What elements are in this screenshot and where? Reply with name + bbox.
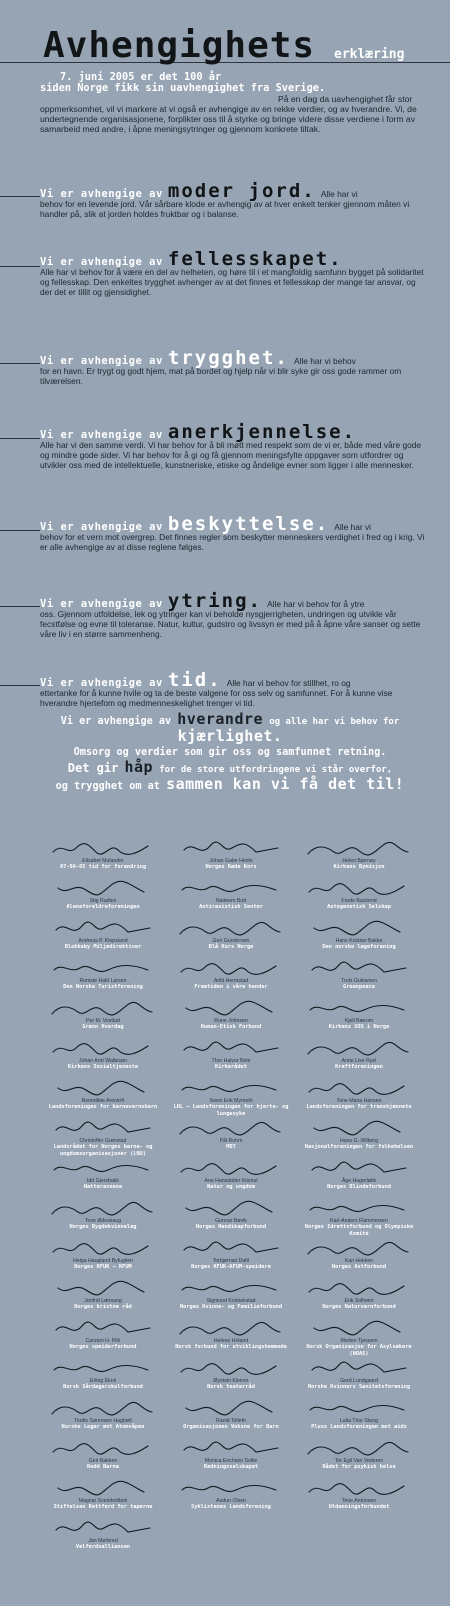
handwritten-signature-icon: [176, 960, 286, 978]
closing-keyword: hverandre: [177, 710, 264, 728]
handwritten-signature-icon: [48, 1280, 158, 1298]
signature-block: [40, 880, 166, 920]
handwritten-signature-icon: [48, 1200, 158, 1218]
signatory-organization: Aleneforeldreforeningen: [66, 904, 140, 910]
signatory-name: Idd Gjersbakk: [86, 1178, 119, 1184]
closing-text: og trygghet om at: [55, 781, 160, 792]
section-inline-text: Alle har vi: [334, 522, 372, 532]
signatory-name: Monica Erichsen Sollie: [204, 1458, 258, 1464]
signature-block: [40, 1040, 166, 1080]
signature-block: [296, 1440, 422, 1480]
signature-block: [296, 1240, 422, 1280]
signatory-organization: Norges KFUK-KFUM-speidere: [191, 1264, 271, 1270]
signatory-name: Truls Gulowsen: [341, 978, 377, 984]
signatory-organization: Norges Idrettsforbund og Olympiske Komité: [304, 1224, 414, 1237]
signature-block: [40, 1000, 166, 1040]
signatory-organization: Redningsselskapet: [203, 1464, 259, 1470]
signature-block: [296, 1320, 422, 1360]
signatory-organization: Blokkeby Miljødirektiver: [64, 944, 142, 950]
signatory-organization: Rådet for psykisk helse: [322, 1464, 396, 1470]
signature-block: [168, 1280, 294, 1320]
handwritten-signature-icon: [48, 1240, 158, 1258]
handwritten-signature-icon: [304, 920, 414, 938]
intro-heading-line-2: siden Norge fikk sin uavhengighet fra Sverige.: [40, 82, 326, 94]
section-prefix: Vi er avhengige av: [40, 598, 163, 610]
signatory-name: Randi Tolleth: [216, 1418, 246, 1424]
section-fellesskapet: [40, 248, 425, 298]
signature-block: [168, 1040, 294, 1080]
signatory-organization: Autogenetisk Selskap: [327, 904, 391, 910]
handwritten-signature-icon: [304, 1200, 414, 1218]
signatory-organization: Landsforeningen for barnevernsbarn: [48, 1104, 158, 1110]
closing-line-2: Omsorg og verdier som gir oss og samfunnet retning.: [73, 747, 387, 758]
signature-block: [168, 1440, 294, 1480]
signatory-organization: Organisasjonen Voksne for Barn: [183, 1424, 279, 1430]
signatory-organization: Velferdsalliansen: [75, 1544, 131, 1550]
section-moder-jord: [40, 180, 425, 219]
signatory-organization: Kirkerådet: [215, 1064, 247, 1070]
section-text: Alle har vi behov for å være en del av helheten, og høre til i et mangfoldig samfunn bygget på solidaritet og fellesskap. Den enkeltes trygghet avhenger av at det finnes et fellesskap der mange tar ansvar, og der det er tillit og gjensidighet.: [40, 267, 424, 298]
signatory-organization: Blå Kors Norge: [208, 944, 254, 950]
handwritten-signature-icon: [48, 840, 158, 858]
signature-block: [168, 1480, 294, 1520]
signatory-organization: Norges Bygdekvinnelag: [69, 1224, 137, 1230]
section-prefix: Vi er avhengige av: [40, 256, 163, 268]
handwritten-signature-icon: [176, 1000, 286, 1018]
handwritten-signature-icon: [304, 1400, 414, 1418]
signature-block: [296, 1200, 422, 1240]
handwritten-signature-icon: [304, 1080, 414, 1098]
signature-block: [40, 840, 166, 880]
signature-block: [168, 880, 294, 920]
signatory-name: Kari Hekken: [344, 1258, 374, 1264]
signatory-organization: 07-06-05 tid for forandring: [59, 864, 147, 870]
handwritten-signature-icon: [304, 1320, 414, 1338]
section-text: oss. Gjennom utfoldelse, lek og ytringer kan vi beholde nysgjerrigheten, undringen og utvikle vår fecstfølse og evne til toleranse. Natur, kultur, gudstro og livssyn er med på å åpne våre sanser og sette våre liv i en større sammenheng.: [40, 609, 421, 640]
signatory-name: Helga Haugland Byfuglien: [73, 1258, 133, 1264]
signatory-organization: Norske Leger mot Atomvåpen: [61, 1424, 145, 1430]
signature-block: [168, 1320, 294, 1360]
signatory-organization: Norsk Organisasjon for Asylsøkere (NOAS): [306, 1344, 412, 1357]
signatory-organization: Greenpeace: [343, 984, 375, 990]
signature-block: [40, 920, 166, 960]
signature-block: [168, 840, 294, 880]
signature-block: [296, 920, 422, 960]
signatory-name: Torbjørnas Dahl: [212, 1258, 250, 1264]
signatory-name: Helen Bjørnøy: [342, 858, 376, 864]
handwritten-signature-icon: [48, 960, 158, 978]
handwritten-signature-icon: [176, 1480, 286, 1498]
signature-block: [40, 1480, 166, 1520]
section-prefix: Vi er avhengige av: [40, 521, 163, 533]
signatory-organization: Redd Barna: [87, 1464, 119, 1470]
handwritten-signature-icon: [176, 1040, 286, 1058]
signatory-organization: Norges kristne råd: [74, 1304, 132, 1310]
section-prefix: Vi er avhengige av: [40, 677, 163, 689]
signatory-organization: Natteravnene: [83, 1184, 123, 1190]
signatory-name: Erling Eknli: [90, 1378, 116, 1384]
handwritten-signature-icon: [304, 840, 414, 858]
closing-text: for de store utfordringene vi står overfor,: [159, 765, 393, 775]
handwritten-signature-icon: [48, 1520, 158, 1538]
signatory-organization: Norges KFUK – KFUM: [74, 1264, 132, 1270]
section-rule: [0, 685, 40, 686]
section-inline-text: Alle har vi behov: [293, 356, 356, 366]
signatory-name: Geir Bakken: [88, 1458, 118, 1464]
signature-block: [296, 1120, 422, 1160]
signatory-organization: Norske Kvinners Sanitetsforening: [307, 1384, 411, 1390]
signatory-organization: Kirkens SOS i Norge: [328, 1024, 390, 1030]
handwritten-signature-icon: [48, 920, 158, 938]
handwritten-signature-icon: [304, 960, 414, 978]
section-text: Alle har vi den samme verdi. Vi har behov for å bli møtt med respekt som de vi er, både med våre gode og mindre gode sider. Vi har behov for å gi og få gjennom meningsfylte oppgaver som utfordrer og utvikler oss med de intellektuelle, kunstneriske, etiske og åndelige evner som ligger i alle mennesker.: [40, 440, 422, 471]
signature-block: [168, 1200, 294, 1240]
signature-block: [40, 1280, 166, 1320]
handwritten-signature-icon: [48, 1080, 158, 1098]
handwritten-signature-icon: [48, 1000, 158, 1018]
signatory-name: Jonfrid Lærsang: [84, 1298, 122, 1304]
handwritten-signature-icon: [48, 1320, 158, 1338]
section-keyword: moder jord.: [167, 180, 316, 202]
section-keyword: trygghet.: [167, 347, 289, 369]
section-text: ettertanke for å kunne hvile og ta de beste valgene for oss selv og samfunnet. For å kunne vise hverandre hjertefom og medmenneskelighet trenger vi tid.: [40, 688, 393, 709]
section-rule: [0, 266, 40, 267]
signatory-name: Johan Gabe Hedin: [209, 858, 253, 864]
signatory-name: Anne Lise Ryel: [341, 1058, 377, 1064]
signatory-organization: Human-Etisk Forbund: [200, 1024, 262, 1030]
signatory-organization: Framtiden i våre hender: [194, 984, 268, 990]
section-keyword: tid.: [167, 669, 222, 691]
section-inline-text: Alle har vi behov for å ytre: [267, 599, 365, 609]
signature-block: [168, 1000, 294, 1040]
signatory-organization: Den Norske Turistforening: [63, 984, 143, 990]
signature-block: [40, 1360, 166, 1400]
signatory-organization: Den norske lægeforening: [322, 944, 396, 950]
signature-block: [296, 1280, 422, 1320]
signatory-organization: Norges Røde Kors: [205, 864, 257, 870]
handwritten-signature-icon: [304, 1240, 414, 1258]
signatory-name: Hans G. Wilberg: [339, 1138, 379, 1144]
signature-block: [168, 1400, 294, 1440]
handwritten-signature-icon: [48, 1440, 158, 1458]
signatory-name: Frode Backend: [341, 898, 377, 904]
handwritten-signature-icon: [176, 1080, 286, 1098]
signatory-name: Thor Halvor Bele: [211, 1058, 251, 1064]
signature-block: [40, 1200, 166, 1240]
section-rule: [0, 438, 40, 439]
signatory-organization: Norges Kvinne- og Familieforbund: [179, 1304, 283, 1310]
signature-block: [296, 1080, 422, 1120]
signature-block: [168, 1360, 294, 1400]
handwritten-signature-icon: [304, 880, 414, 898]
closing-keyword: kjærlighet.: [177, 727, 283, 745]
signatory-organization: Nasjonalforeningen for folkehelsen: [304, 1144, 414, 1150]
signatory-organization: Antirasistisk Senter: [199, 904, 263, 910]
handwritten-signature-icon: [176, 1360, 286, 1378]
signatory-organization: Kirkens Bymisjon: [333, 864, 385, 870]
handwritten-signature-icon: [304, 1000, 414, 1018]
signatory-name: Tove Ødeskaug: [84, 1218, 122, 1224]
signatory-name: Svein Erik Myrseth: [209, 1098, 253, 1104]
signature-block: [296, 880, 422, 920]
signatory-name: Arild Hermstad: [213, 978, 249, 984]
signature-block: [40, 1320, 166, 1360]
handwritten-signature-icon: [304, 1360, 414, 1378]
signature-block: [40, 1400, 166, 1440]
signatory-name: Tor Egil Van Vederen: [334, 1458, 384, 1464]
handwritten-signature-icon: [304, 1440, 414, 1458]
signature-block: [40, 1440, 166, 1480]
handwritten-signature-icon: [176, 1400, 286, 1418]
section-keyword: anerkjennelse.: [167, 421, 357, 443]
signature-block: [296, 840, 422, 880]
signature-block: [40, 1120, 166, 1160]
signatory-name: Karl-Anders Flammersen: [330, 1218, 388, 1224]
signature-block: [40, 1240, 166, 1280]
signatory-name: Stig Radtes: [89, 898, 117, 904]
handwritten-signature-icon: [304, 1040, 414, 1058]
signatory-organization: Norsk forbund for utviklingshemmede: [175, 1344, 287, 1350]
signatory-name: Magnar Sveinholtbek: [78, 1498, 128, 1504]
signatory-name: Audun Olsen: [216, 1498, 246, 1504]
section-rule: [0, 530, 40, 531]
section-trygghet: [40, 347, 425, 386]
signatory-organization: Norges Handikapforbund: [195, 1224, 267, 1230]
signatory-organization: Kirkens Sosialtjeneste: [67, 1064, 139, 1070]
section-text: behov for en levende jord. Vår sårbare klode er avhengig av at hver enkelt tenker gjennom måten vi handler på, slik at jorden holdes fruktbar og i balanse.: [40, 199, 410, 220]
signatory-name: Erik Solheim: [344, 1298, 374, 1304]
signature-block: [40, 960, 166, 1000]
signatory-name: Ane Hansdatter Kismul: [204, 1178, 258, 1184]
section-rule: [0, 363, 40, 364]
handwritten-signature-icon: [176, 1240, 286, 1258]
signatory-name: Benedikte Arentoft: [81, 1098, 125, 1104]
signatory-name: Geir Gundersen: [212, 938, 250, 944]
section-keyword: fellesskapet.: [167, 248, 343, 270]
signatory-name: Johan Arnt Walløsøn: [79, 1058, 127, 1064]
section-text: for en havn. Er trygt og godt hjem, mat på bordet og hjelp når vi blir syke gir oss gode rammer om tilværelsen.: [40, 366, 402, 387]
section-rule: [0, 196, 40, 197]
signature-block: [168, 1240, 294, 1280]
handwritten-signature-icon: [176, 1160, 286, 1178]
signature-block: [296, 1160, 422, 1200]
signatures-grid: [40, 840, 420, 1560]
signatory-organization: Norges speiderforbund: [69, 1344, 137, 1350]
signatory-organization: LHL – Landsforeningen for hjerte- og lungesyke: [173, 1104, 289, 1117]
signatory-name: Nadeem Butt: [215, 898, 247, 904]
section-ytring: [40, 590, 425, 640]
handwritten-signature-icon: [48, 1480, 158, 1498]
section-prefix: Vi er avhengige av: [40, 429, 163, 441]
signature-block: [168, 960, 294, 1000]
section-beskyttelse: [40, 513, 425, 552]
handwritten-signature-icon: [176, 880, 286, 898]
signatory-organization: Norsk teaterråd: [207, 1384, 255, 1390]
intro-heading: [40, 72, 420, 94]
handwritten-signature-icon: [48, 880, 158, 898]
signatory-organization: Norsk Sårdagerskolforbund: [63, 1384, 143, 1390]
intro-heading-line-1: 7. juni 2005 er det 100 år: [60, 71, 222, 83]
signatory-organization: Landsrådet for Norges barne- og ungdomsorganisasjoner (LNU): [53, 1144, 153, 1157]
signatory-organization: Syklistenes Landsforening: [191, 1504, 271, 1510]
handwritten-signature-icon: [304, 1160, 414, 1178]
signatory-organization: Pluss Landsforeningen mot aids: [311, 1424, 407, 1430]
handwritten-signature-icon: [176, 1280, 286, 1298]
signatory-name: Jan Mørbred: [88, 1538, 118, 1544]
signatory-name: Hans Kristian Bakke: [335, 938, 383, 944]
signatory-name: Carsten H. Pihl: [85, 1338, 121, 1344]
handwritten-signature-icon: [304, 1120, 414, 1138]
signature-block: [296, 1480, 422, 1520]
intro-text: På en dag da uavhengighet får stor oppmerksomhet, vil vi markere at vi også er avhengige av en rekke verdier, og av hverandre. Vi, de undertegnende organisasjonene, forplikter oss til å styrke og bringe videre disse verdiene i form av samarbeid med andre, i åpne meningsytringer og gjennom konkrete tiltak.: [40, 94, 417, 135]
closing-text: Det gir: [67, 761, 119, 775]
handwritten-signature-icon: [304, 1280, 414, 1298]
section-prefix: Vi er avhengige av: [40, 355, 163, 367]
signatory-name: Andreas P. Klepsland: [78, 938, 128, 944]
closing-statement: [30, 712, 430, 794]
section-text: behov for et vern mot overgrep. Det finnes regler som beskytter menneskers verdighet i fred og i krig. Vi er alle avhengige av at disse reglene følges.: [40, 532, 425, 553]
section-keyword: ytring.: [167, 590, 262, 612]
signatory-name: Tone Maria Hansen: [336, 1098, 382, 1104]
handwritten-signature-icon: [48, 1040, 158, 1058]
handwritten-signature-icon: [176, 1120, 286, 1138]
handwritten-signature-icon: [304, 1480, 414, 1498]
signature-block: [296, 1360, 422, 1400]
signatory-name: Rune Johnsen: [214, 1018, 248, 1024]
signatory-organization: Norges Astforbund: [331, 1264, 387, 1270]
signature-block: [296, 1040, 422, 1080]
handwritten-signature-icon: [48, 1120, 158, 1138]
signatory-organization: Grønn Hverdag: [82, 1024, 124, 1030]
signature-block: [296, 1400, 422, 1440]
signatory-name: Gerd Lundgaard: [340, 1378, 378, 1384]
section-rule: [0, 606, 40, 607]
closing-keyword: håp: [124, 758, 154, 776]
signatory-organization: Utdanningsforbundet: [328, 1504, 390, 1510]
section-prefix: Vi er avhengige av: [40, 188, 163, 200]
section-tid: [40, 669, 425, 708]
signatory-organization: Norges Naturvernforbund: [322, 1304, 396, 1310]
handwritten-signature-icon: [176, 1320, 286, 1338]
section-inline-text: Alle har vi behov for stillhet, ro og: [226, 678, 351, 688]
signatory-name: Kjell Bærum: [344, 1018, 374, 1024]
section-inline-text: Alle har vi: [320, 189, 358, 199]
signatory-organization: Stiftelsen Rettferd for taperne: [53, 1504, 153, 1510]
signatory-organization: Norges Blindeforbund: [327, 1184, 391, 1190]
signatory-name: Christoffer Grønstad: [79, 1138, 127, 1144]
signature-block: [168, 1160, 294, 1200]
handwritten-signature-icon: [176, 1200, 286, 1218]
handwritten-signature-icon: [176, 840, 286, 858]
signature-block: [40, 1080, 166, 1120]
closing-text: og alle har vi behov for: [269, 717, 400, 727]
signature-block: [40, 1520, 166, 1560]
section-keyword: beskyttelse.: [167, 513, 330, 535]
closing-text: Vi er avhengige av: [60, 716, 172, 727]
signatory-organization: Kreftforeningen: [335, 1064, 383, 1070]
signatory-name: Pål Rohm: [219, 1138, 243, 1144]
handwritten-signature-icon: [48, 1360, 158, 1378]
page-title-suffix: erklæring: [334, 47, 405, 62]
signature-block: [168, 1120, 294, 1160]
section-anerkjennelse: [40, 421, 425, 471]
handwritten-signature-icon: [176, 920, 286, 938]
signature-block: [168, 920, 294, 960]
signatory-name: Åge Hagerløkk: [341, 1178, 377, 1184]
page-title: Avhengighets: [43, 25, 316, 66]
signatory-name: Elisabet Molander: [82, 858, 124, 864]
signatory-name: Roniste Hald Larsen: [79, 978, 127, 984]
signature-block: [168, 1080, 294, 1120]
signatory-name: Morten Tjessem: [340, 1338, 378, 1344]
signatory-name: Helene Holand: [213, 1338, 249, 1344]
signatory-name: Gunnar Bøvik: [215, 1218, 247, 1224]
signatory-organization: MOT: [226, 1144, 236, 1150]
signatory-name: Laila Thor Steng: [340, 1418, 378, 1424]
signature-block: [296, 960, 422, 1000]
signatory-name: Per M. Vestbøl: [85, 1018, 121, 1024]
signature-block: [40, 1160, 166, 1200]
signature-block: [296, 1000, 422, 1040]
signatory-name: Øystein Kleiner: [213, 1378, 249, 1384]
closing-keyword: sammen kan vi få det til!: [166, 775, 405, 793]
signatory-name: Tordis Sørensen Hagbøtt: [74, 1418, 132, 1424]
signatory-organization: Landsforeningen for transkjønnete: [306, 1104, 412, 1110]
signatory-organization: Natur og ungdom: [207, 1184, 255, 1190]
handwritten-signature-icon: [48, 1400, 158, 1418]
signatory-name: Sigmund Kvebekstad: [206, 1298, 256, 1304]
handwritten-signature-icon: [48, 1160, 158, 1178]
handwritten-signature-icon: [176, 1440, 286, 1458]
signatory-name: Terje Antonsen: [341, 1498, 377, 1504]
